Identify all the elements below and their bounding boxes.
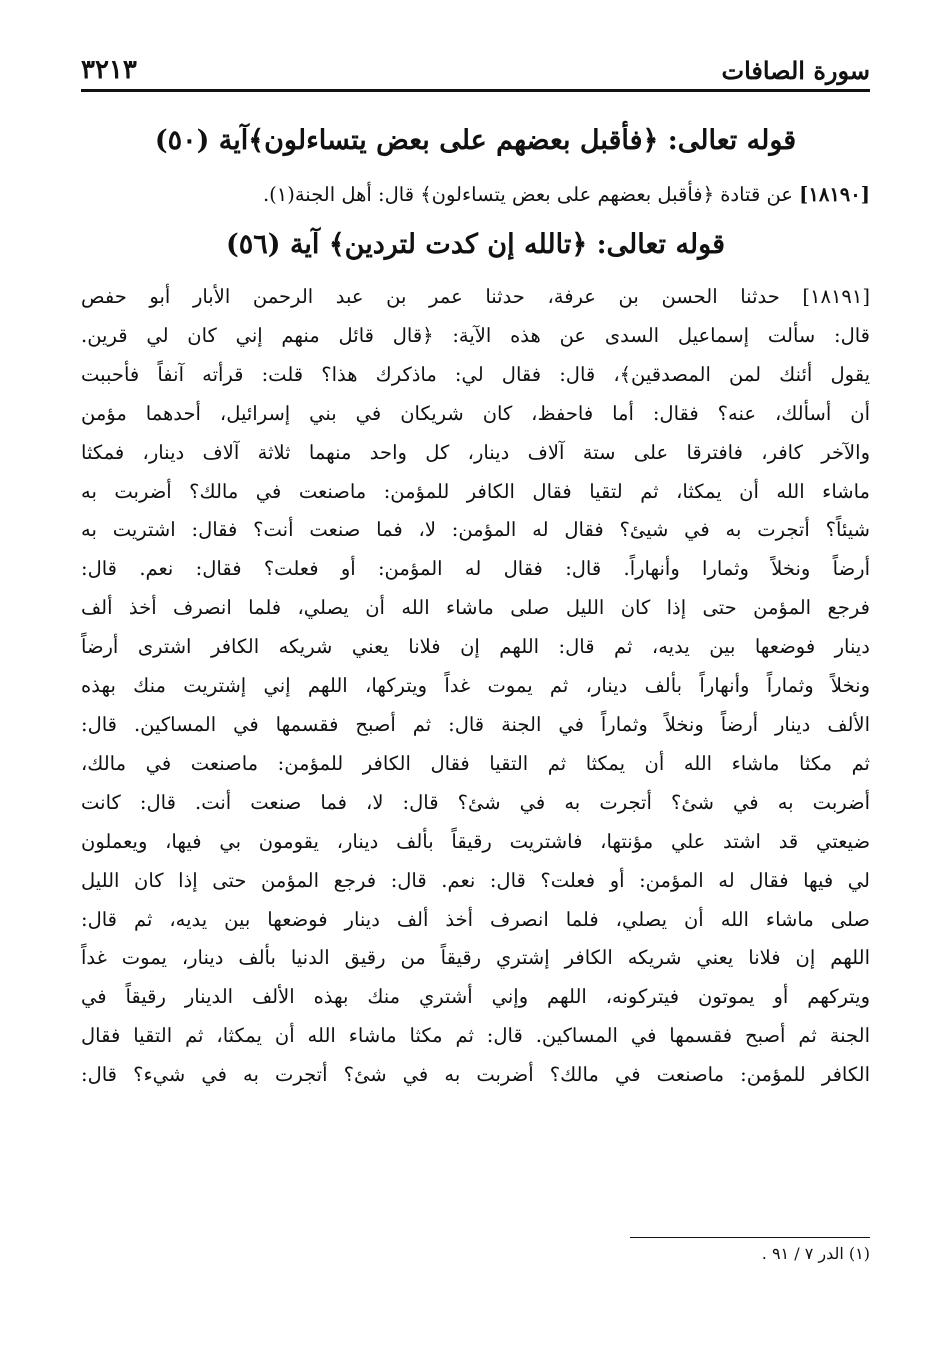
- text-line: ثم مكثا ماشاء الله أن يمكثا ثم التقيا فقال الكافر للمؤمن: ماصنعت في مالك،: [81, 751, 870, 775]
- text-line: دينار فوضعها بين يديه، ثم قال: اللهم إن فلانا يعني شريكه الكافر اشترى أرضاً: [81, 635, 870, 659]
- text-line: صلى ماشاء الله أن يصلي، فلما انصرف أخذ ألف دينار فوضعها بين يديه، ثم قال:: [81, 907, 870, 931]
- text-line: قال: سألت إسماعيل السدى عن هذه الآية: ﴿قال قائل منهم إني كان لي قرين.: [81, 323, 870, 347]
- page-content: [81, 112, 870, 1095]
- text-line: أرضاً ونخلاً وثمارا وأنهاراً. قال: فقال له المؤمن: أو فعلت؟ فقال: نعم. قال:: [81, 557, 870, 581]
- text-line: [١٨١٩١] حدثنا الحسن بن عرفة، حدثنا عمر بن عبد الرحمن الأبار أبو حفص: [81, 285, 870, 308]
- text-line: والآخر كافر، فافترقا على ستة آلاف دينار، كل واحد منهما ثلاثة آلاف دينار، فمكثا: [81, 440, 870, 464]
- footnote-divider: [630, 1237, 870, 1238]
- hadith-18191: [81, 278, 870, 1095]
- text-line: أضربت به في شئ؟ أتجرت به في شئ؟ قال: لا، فما صنعت أنت. قال: كانت: [81, 790, 870, 814]
- text-line: فرجع المؤمن حتى إذا كان الليل صلى ماشاء الله أن يصلي، فلما انصرف أخذ ألف: [81, 596, 870, 620]
- running-header: [81, 48, 870, 92]
- text-line: ضيعتي قد اشتد علي مؤنتها، فاشتريت رقيقاً بألف دينار، يقومون بي فيها، ويعملون: [81, 829, 870, 853]
- hadith-number: [١٨١٩٠]: [799, 183, 870, 206]
- text-line: الألف دينار أرضاً ونخلاً وثماراً في الجنة قال: ثم أصبح فقسمها في المساكين. قال:: [81, 712, 870, 736]
- verse-heading-50: قوله تعالى: ﴿فأقبل بعضهم على بعض يتساءلون﴾آية (٥٠): [154, 125, 797, 156]
- verse-heading-56: قوله تعالى: ﴿تالله إن كدت لتردين﴾ آية (٥٦): [225, 229, 726, 260]
- hadith-18190: [81, 170, 870, 220]
- surah-title: سورة الصافات: [721, 56, 870, 85]
- text-line: يقول أئنك لمن المصدقين﴾، قال: فقال لي: ماذكرك هذا؟ قلت: قرأته آنفاً فأحببت: [81, 362, 870, 386]
- page-number: ٣٢١٣: [81, 55, 137, 85]
- text-line: ويتركهم أو يموتون فيتركونه، اللهم وإني أشتري منك بهذه الألف الدينار رقيقاً في: [81, 985, 870, 1009]
- text-line: الكافر للمؤمن: ماصنعت في مالك؟ أضربت به في شئ؟ أتجرت به في شيء؟ قال:: [81, 1063, 870, 1087]
- text-line: أن أسألك، عنه؟ فقال: أما فاحفظ، كان شريكان في بني إسرائيل، أحدهما مؤمن: [81, 401, 870, 425]
- footnote: (١) الدر ٧ / ٩١ .: [761, 1244, 870, 1263]
- text-line: الجنة ثم أصبح فقسمها في المساكين. قال: ثم مكثا ماشاء الله أن يمكثا، ثم التقيا فقال: [81, 1024, 870, 1048]
- hadith-text: عن قتادة ﴿فأقبل بعضهم على بعض يتساءلون﴾ قال: أهل الجنة(١).: [262, 183, 793, 206]
- text-line: لي فيها فقال له المؤمن: أو فعلت؟ قال: نعم. قال: فرجع المؤمن حتى إذا كان الليل: [81, 868, 870, 892]
- text-line: ماشاء الله أن يمكثا، ثم لتقيا فقال الكافر للمؤمن: ماصنعت في مالك؟ أضربت به: [81, 479, 870, 503]
- text-line: ونخلاً وثماراً وأنهاراً بألف دينار، ثم يموت غداً ويتركها، اللهم إني إشتريت منك بهذه: [81, 674, 870, 698]
- text-line: شيئاً؟ أتجرت به في شيئ؟ فقال له المؤمن: لا، فما صنعت أنت؟ فقال: اشتريت به: [81, 518, 870, 542]
- text-line: اللهم إن فلانا يعني شريكه الكافر إشتري رقيقاً من رقيق الدنيا بألف دينار، يموت غداً: [81, 946, 870, 970]
